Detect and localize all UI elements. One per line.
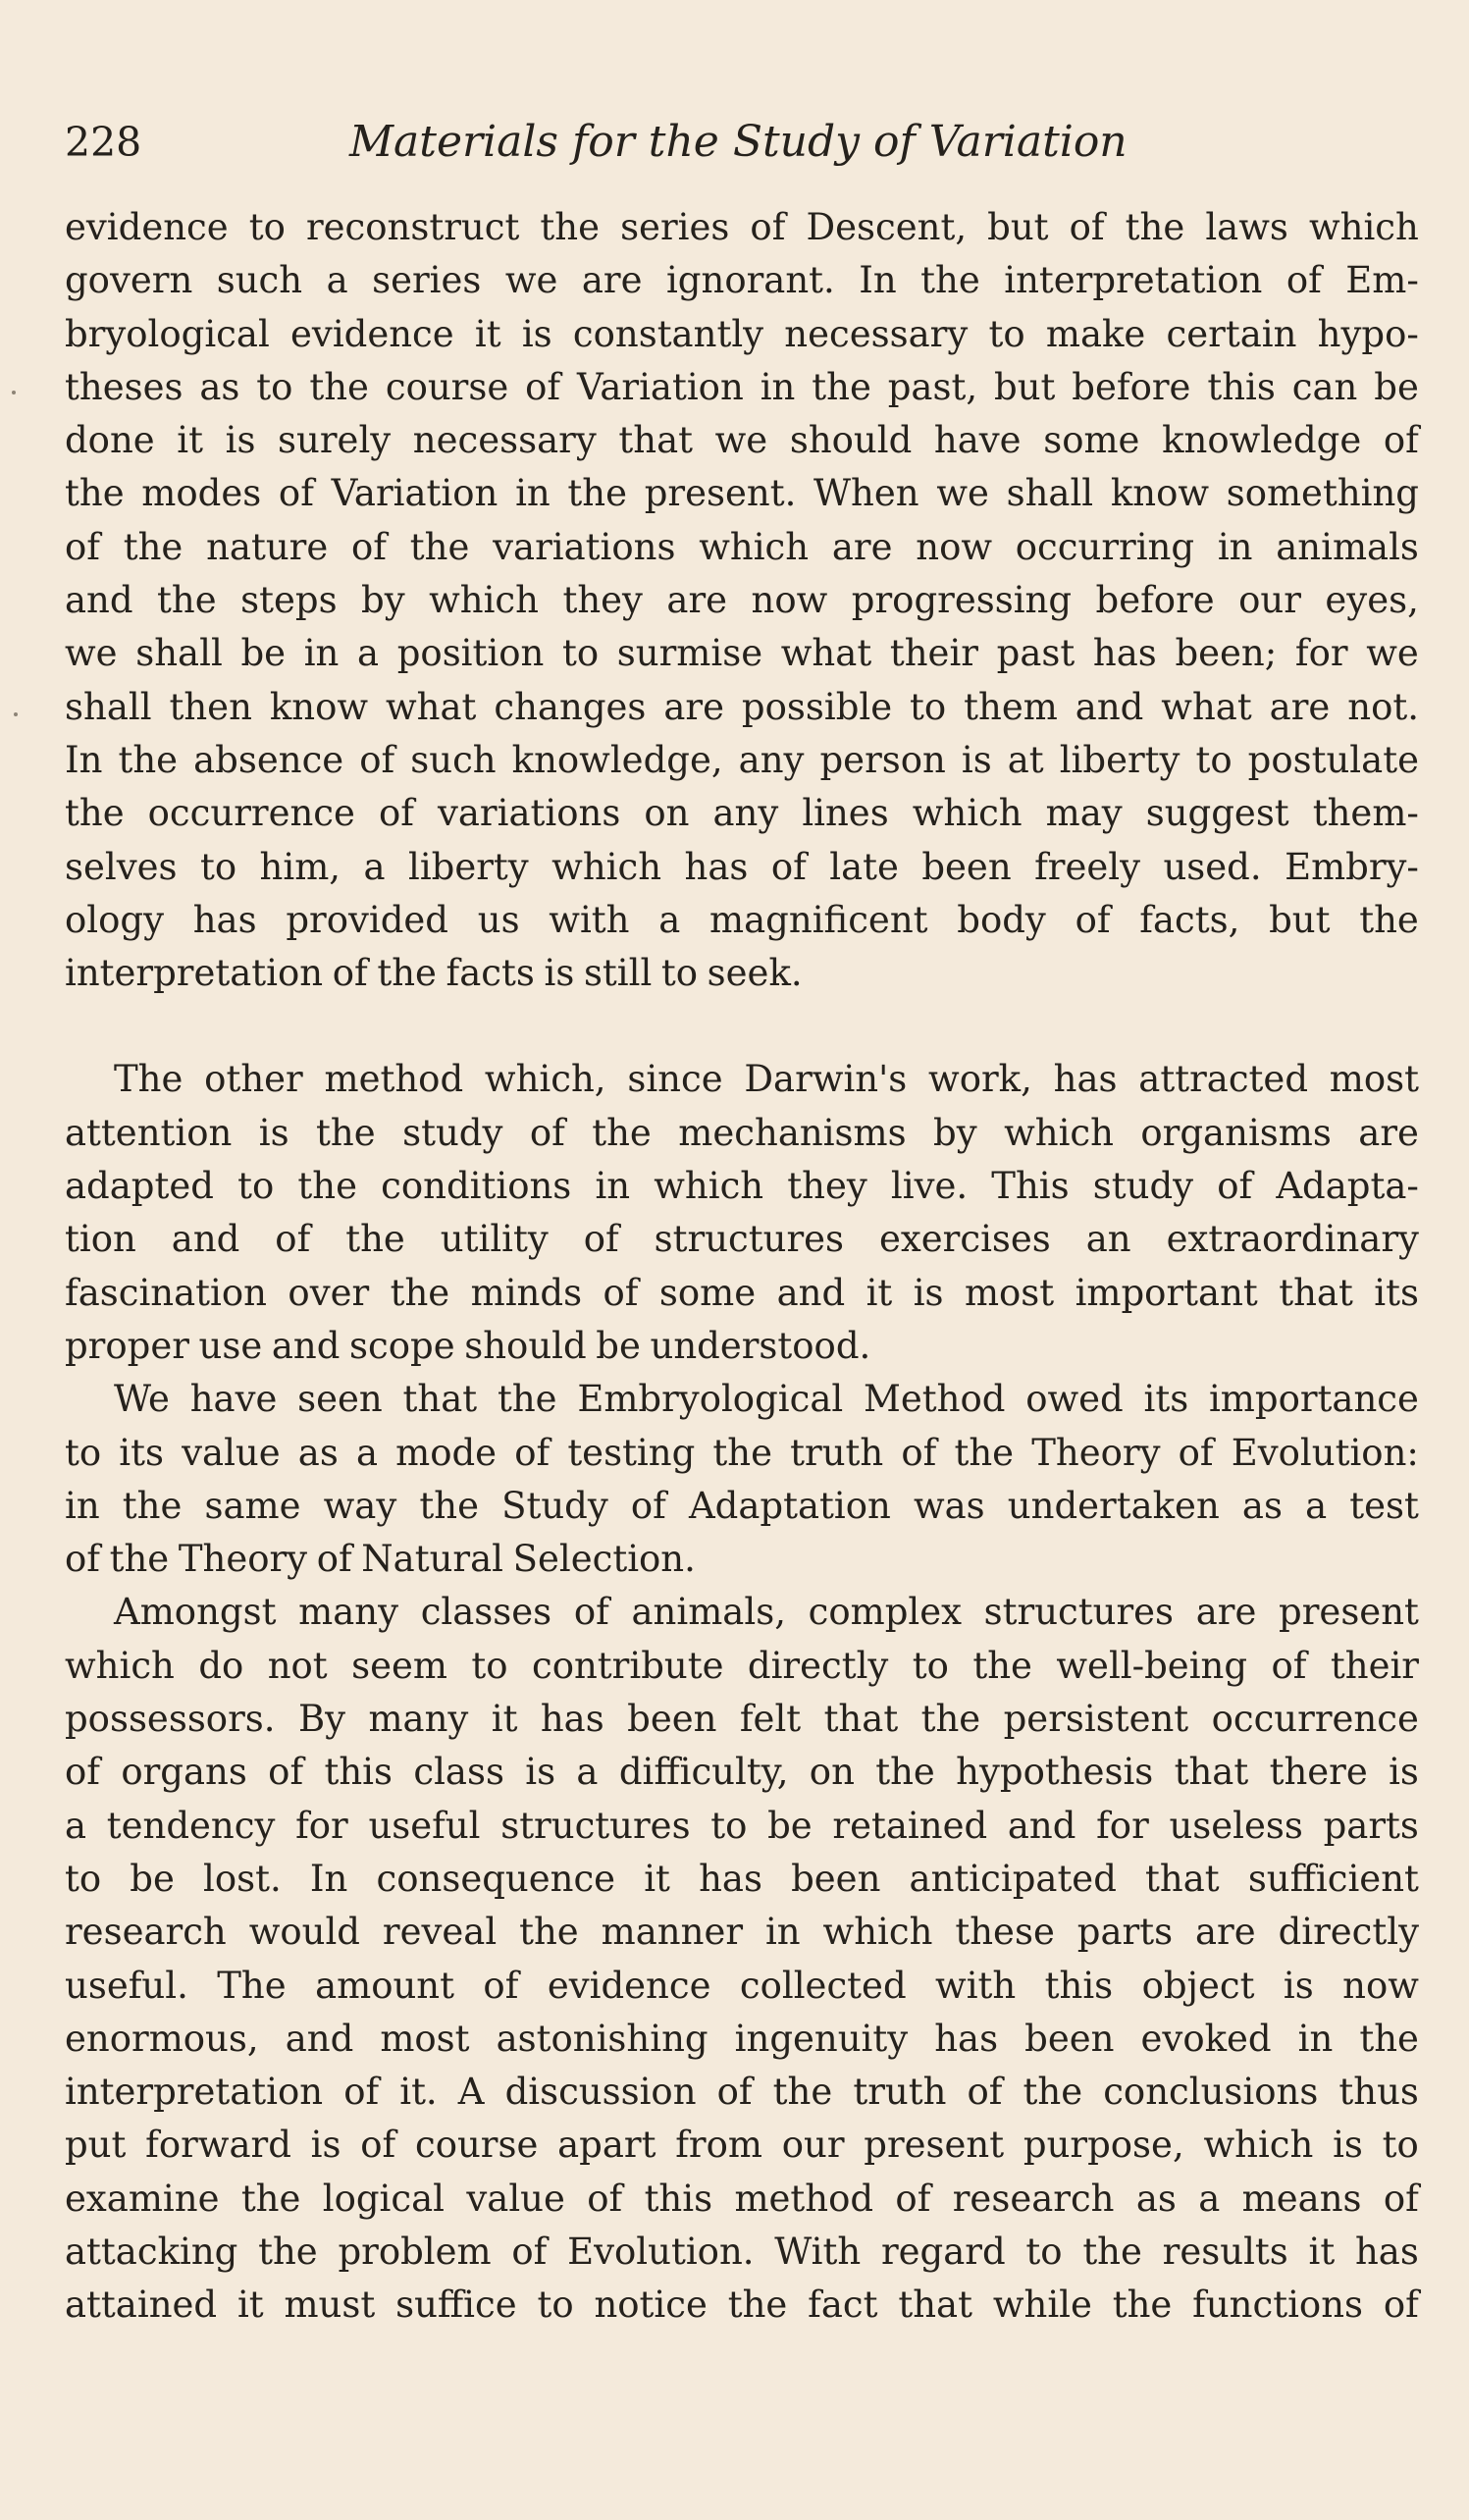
text-line: govern such a series we are ignorant. In the interpretation of Em-: [65, 259, 1419, 302]
text-line: we shall be in a position to surmise what their past has been; for we: [65, 632, 1419, 675]
paragraph: [65, 1053, 1419, 1373]
text-line: to its value as a mode of testing the truth of the Theory of Evolution:: [65, 1431, 1419, 1474]
margin-speck: [14, 712, 18, 716]
text-line: attacking the problem of Evolution. With regard to the results it has: [65, 2230, 1419, 2273]
text-line: research would reveal the manner in which these parts are directly: [65, 1911, 1419, 1954]
text-line: to be lost. In consequence it has been anticipated that sufficient: [65, 1857, 1419, 1900]
page-number: 228: [65, 119, 142, 166]
text-line: which do not seem to contribute directly to the well-being of their: [65, 1644, 1419, 1687]
text-line: useful. The amount of evidence collected with this object is now: [65, 1964, 1419, 2007]
text-line: of the nature of the variations which are now occurring in animals: [65, 525, 1419, 568]
text-line: bryological evidence it is constantly necessary to make certain hypo-: [65, 312, 1419, 355]
text-line: proper use and scope should be understood.: [65, 1324, 871, 1367]
running-head: [65, 108, 1419, 177]
text-line: evidence to reconstruct the series of Descent, but of the laws which: [65, 206, 1419, 248]
text-line: ology has provided us with a magnificent body of facts, but the: [65, 898, 1419, 941]
text-line: done it is surely necessary that we should have some knowledge of: [65, 419, 1419, 462]
text-line: of organs of this class is a difficulty, on the hypothesis that there is: [65, 1751, 1419, 1794]
text-line: and the steps by which they are now progressing before our eyes,: [65, 579, 1419, 622]
running-title: Materials for the Study of Variation: [349, 117, 1128, 167]
text-line: tion and of the utility of structures exercises an extraordinary: [65, 1218, 1419, 1261]
text-line: theses as to the course of Variation in the past, but before this can be: [65, 365, 1419, 408]
text-line: Amongst many classes of animals, complex structures are present: [114, 1591, 1419, 1634]
body-text: [65, 201, 1419, 2333]
text-line: put forward is of course apart from our present purpose, which is to: [65, 2124, 1419, 2167]
paragraph: [65, 1586, 1419, 2332]
paragraph: [65, 1373, 1419, 1586]
text-line: shall then know what changes are possible to them and what are not.: [65, 685, 1419, 728]
text-line: the occurrence of variations on any lines which may suggest them-: [65, 792, 1419, 835]
text-line: of the Theory of Natural Selection.: [65, 1538, 696, 1581]
text-line: examine the logical value of this method of research as a means of: [65, 2177, 1419, 2220]
text-line: selves to him, a liberty which has of late been freely used. Embry-: [65, 845, 1419, 888]
text-line: interpretation of it. A discussion of the truth of the conclusions thus: [65, 2071, 1419, 2114]
text-line: adapted to the conditions in which they live. This study of Adapta-: [65, 1165, 1419, 1208]
paragraph: [65, 201, 1419, 1000]
text-line: enormous, and most astonishing ingenuity has been evoked in the: [65, 2017, 1419, 2060]
paragraph-gap: [65, 1000, 1419, 1053]
text-line: attention is the study of the mechanisms by which organisms are: [65, 1111, 1419, 1154]
text-line: fascination over the minds of some and it is most important that its: [65, 1271, 1419, 1314]
text-line: a tendency for useful structures to be retained and for useless parts: [65, 1804, 1419, 1847]
text-line: possessors. By many it has been felt that the persistent occurrence: [65, 1698, 1419, 1741]
text-line: interpretation of the facts is still to seek.: [65, 952, 803, 995]
text-line: In the absence of such knowledge, any person is at liberty to postulate: [65, 738, 1419, 781]
text-line: We have seen that the Embryological Method owed its importance: [114, 1378, 1419, 1421]
margin-speck: [12, 391, 16, 394]
text-line: The other method which, since Darwin's work, has attracted most: [114, 1058, 1419, 1101]
text-line: in the same way the Study of Adaptation was undertaken as a test: [65, 1484, 1419, 1527]
text-line: the modes of Variation in the present. When we shall know something: [65, 472, 1419, 515]
text-line: attained it must suffice to notice the fact that while the functions of: [65, 2284, 1419, 2327]
